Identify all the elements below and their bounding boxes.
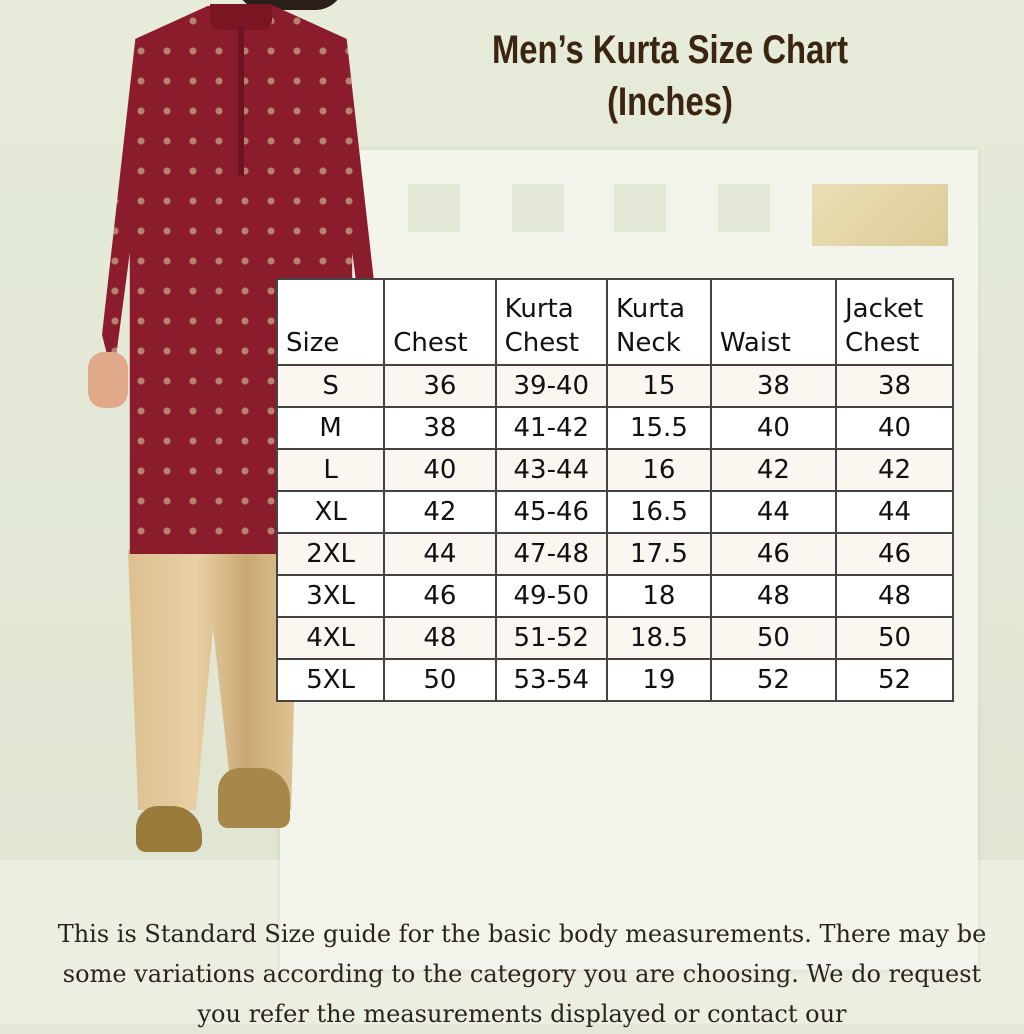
- cell-jacket-chest: 40: [836, 407, 953, 449]
- cell-waist: 38: [711, 365, 836, 407]
- cell-chest: 48: [384, 617, 495, 659]
- table-row: [277, 659, 953, 701]
- cell-jacket-chest: 46: [836, 533, 953, 575]
- model-right-shoe: [218, 768, 290, 828]
- cell-waist: 42: [711, 449, 836, 491]
- title-line-1: Men’s Kurta Size Chart: [491, 28, 849, 72]
- cell-waist: 40: [711, 407, 836, 449]
- tape-strip: [614, 184, 666, 232]
- header-kurta-chest: Kurta Chest: [496, 279, 607, 365]
- kurta-placket: [238, 26, 244, 176]
- cell-chest: 46: [384, 575, 495, 617]
- cell-size: M: [277, 407, 384, 449]
- cell-chest: 40: [384, 449, 495, 491]
- size-guide-note: This is Standard Size guide for the basic body measurements. There may be some variations according to the category you are choosing. We do request you refer the measurements displayed or contact our: [57, 920, 987, 1028]
- cell-size: L: [277, 449, 384, 491]
- cell-size: 3XL: [277, 575, 384, 617]
- table-row: [277, 365, 953, 407]
- model-left-hand: [88, 352, 128, 408]
- cell-kurta-chest: 41-42: [496, 407, 607, 449]
- cell-kurta-chest: 53-54: [496, 659, 607, 701]
- cell-waist: 52: [711, 659, 836, 701]
- cell-kurta-neck: 15: [607, 365, 711, 407]
- cell-size: XL: [277, 491, 384, 533]
- cell-kurta-chest: 39-40: [496, 365, 607, 407]
- table-row: [277, 491, 953, 533]
- cell-kurta-neck: 18: [607, 575, 711, 617]
- header-waist: Waist: [711, 279, 836, 365]
- tape-strip: [718, 184, 770, 232]
- cell-chest: 42: [384, 491, 495, 533]
- cell-kurta-neck: 17.5: [607, 533, 711, 575]
- cell-size: 2XL: [277, 533, 384, 575]
- cell-kurta-neck: 19: [607, 659, 711, 701]
- cell-chest: 50: [384, 659, 495, 701]
- table-row: [277, 407, 953, 449]
- title-line-2: (Inches): [607, 80, 733, 124]
- size-chart-table: [276, 278, 954, 702]
- header-chest: Chest: [384, 279, 495, 365]
- table-row: [277, 533, 953, 575]
- table-row: [277, 617, 953, 659]
- cell-waist: 44: [711, 491, 836, 533]
- tape-strip: [512, 184, 564, 232]
- cell-chest: 38: [384, 407, 495, 449]
- header-size: Size: [277, 279, 384, 365]
- cell-kurta-neck: 18.5: [607, 617, 711, 659]
- page-title: [481, 24, 858, 128]
- model-left-shoe: [136, 806, 202, 852]
- cell-jacket-chest: 42: [836, 449, 953, 491]
- table-row: [277, 449, 953, 491]
- cell-waist: 46: [711, 533, 836, 575]
- cell-jacket-chest: 52: [836, 659, 953, 701]
- cell-kurta-neck: 16.5: [607, 491, 711, 533]
- cell-jacket-chest: 50: [836, 617, 953, 659]
- cell-kurta-chest: 47-48: [496, 533, 607, 575]
- table-row: [277, 575, 953, 617]
- gold-tape-strip: [812, 184, 948, 246]
- cell-waist: 50: [711, 617, 836, 659]
- cell-jacket-chest: 44: [836, 491, 953, 533]
- header-kurta-neck: Kurta Neck: [607, 279, 711, 365]
- cell-kurta-chest: 43-44: [496, 449, 607, 491]
- cell-kurta-chest: 49-50: [496, 575, 607, 617]
- cell-jacket-chest: 38: [836, 365, 953, 407]
- cell-kurta-neck: 15.5: [607, 407, 711, 449]
- cell-chest: 36: [384, 365, 495, 407]
- header-jacket-chest: Jacket Chest: [836, 279, 953, 365]
- cell-size: S: [277, 365, 384, 407]
- table-header-row: [277, 279, 953, 365]
- tape-strip: [408, 184, 460, 232]
- cell-size: 5XL: [277, 659, 384, 701]
- cell-kurta-chest: 45-46: [496, 491, 607, 533]
- cell-waist: 48: [711, 575, 836, 617]
- cell-kurta-chest: 51-52: [496, 617, 607, 659]
- cell-size: 4XL: [277, 617, 384, 659]
- cell-jacket-chest: 48: [836, 575, 953, 617]
- cell-kurta-neck: 16: [607, 449, 711, 491]
- cell-chest: 44: [384, 533, 495, 575]
